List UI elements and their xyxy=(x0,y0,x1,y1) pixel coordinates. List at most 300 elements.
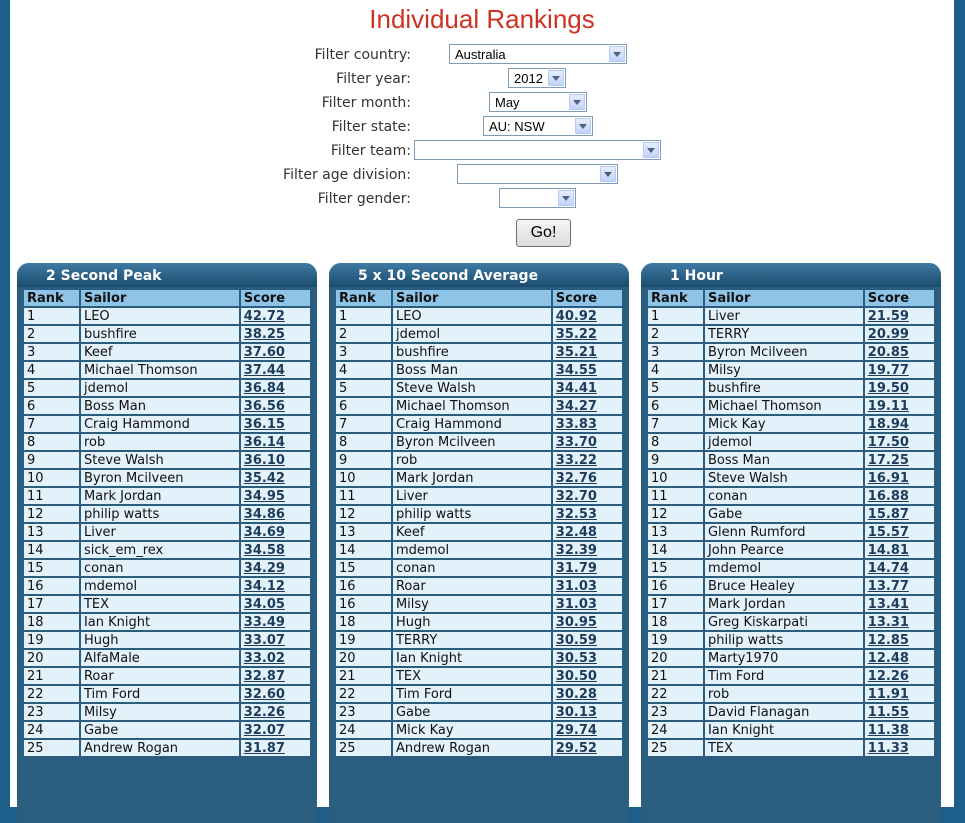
table-row xyxy=(24,578,310,594)
sailor-cell: Bruce Healey xyxy=(705,578,863,594)
rank-cell: 1 xyxy=(24,308,79,324)
rank-cell: 23 xyxy=(24,704,79,720)
score-link[interactable]: 34.29 xyxy=(241,560,310,576)
table-row xyxy=(24,344,310,360)
table-row xyxy=(24,542,310,558)
rank-cell: 13 xyxy=(336,524,391,540)
column-header-score[interactable]: Score xyxy=(553,290,622,306)
sailor-cell: Byron Mcilveen xyxy=(393,434,551,450)
score-link[interactable]: 40.92 xyxy=(553,308,622,324)
score-link[interactable]: 18.94 xyxy=(865,416,934,432)
chevron-down-icon[interactable] xyxy=(643,142,659,158)
table-row xyxy=(24,740,310,756)
rank-cell: 11 xyxy=(24,488,79,504)
column-header-sailor[interactable]: Sailor xyxy=(705,290,863,306)
rank-cell: 5 xyxy=(24,380,79,396)
table-row xyxy=(336,398,622,414)
rank-cell: 20 xyxy=(336,650,391,666)
rank-cell: 19 xyxy=(336,632,391,648)
score-link[interactable]: 14.74 xyxy=(865,560,934,576)
score-link[interactable]: 34.41 xyxy=(553,380,622,396)
sailor-cell: Gabe xyxy=(393,704,551,720)
sailor-cell: jdemol xyxy=(393,326,551,342)
table-row xyxy=(648,614,934,630)
sailor-cell: Roar xyxy=(393,578,551,594)
score-link[interactable]: 11.33 xyxy=(865,740,934,756)
rank-cell: 9 xyxy=(24,452,79,468)
sailor-cell: mdemol xyxy=(705,560,863,576)
rank-cell: 16 xyxy=(24,578,79,594)
table-row xyxy=(648,416,934,432)
filter-age-division-label: Filter age division: xyxy=(283,167,411,183)
filter-age-division-select[interactable] xyxy=(457,164,618,184)
chevron-down-icon[interactable] xyxy=(600,166,616,182)
score-link[interactable]: 30.95 xyxy=(553,614,622,630)
chevron-down-icon[interactable] xyxy=(575,118,591,134)
rank-cell: 18 xyxy=(336,614,391,630)
score-link[interactable]: 32.26 xyxy=(241,704,310,720)
table-row xyxy=(648,560,934,576)
table-row xyxy=(24,722,310,738)
sailor-cell: philip watts xyxy=(81,506,239,522)
filter-state-value: AU: NSW xyxy=(489,119,545,134)
rank-cell: 2 xyxy=(24,326,79,342)
rank-cell: 2 xyxy=(336,326,391,342)
score-link[interactable]: 32.53 xyxy=(553,506,622,522)
filter-country-value: Australia xyxy=(455,47,506,62)
table-row xyxy=(648,470,934,486)
score-link[interactable]: 14.81 xyxy=(865,542,934,558)
rank-cell: 10 xyxy=(24,470,79,486)
score-link[interactable]: 34.12 xyxy=(241,578,310,594)
rank-cell: 4 xyxy=(336,362,391,378)
chevron-down-icon[interactable] xyxy=(558,190,574,206)
sailor-cell: Roar xyxy=(81,668,239,684)
score-link[interactable]: 31.87 xyxy=(241,740,310,756)
panel-2-second-peak xyxy=(17,263,317,823)
sailor-cell: LEO xyxy=(393,308,551,324)
sailor-cell: Steve Walsh xyxy=(81,452,239,468)
table-row xyxy=(336,632,622,648)
table-row xyxy=(24,434,310,450)
sailor-cell: John Pearce xyxy=(705,542,863,558)
filter-state-select[interactable] xyxy=(483,116,593,136)
table-row xyxy=(24,308,310,324)
score-link[interactable]: 32.70 xyxy=(553,488,622,504)
rank-cell: 11 xyxy=(648,488,703,504)
table-row xyxy=(648,704,934,720)
rank-cell: 10 xyxy=(648,470,703,486)
table-row xyxy=(336,668,622,684)
sailor-cell: Mick Kay xyxy=(705,416,863,432)
filter-country-select[interactable] xyxy=(449,44,627,64)
sailor-cell: Tim Ford xyxy=(705,668,863,684)
score-link[interactable]: 15.57 xyxy=(865,524,934,540)
filter-gender-label: Filter gender: xyxy=(317,191,411,207)
rank-cell: 7 xyxy=(648,416,703,432)
table-row xyxy=(336,506,622,522)
rank-cell: 23 xyxy=(648,704,703,720)
rank-cell: 10 xyxy=(336,470,391,486)
panel-1-hour xyxy=(641,263,941,823)
rank-cell: 21 xyxy=(336,668,391,684)
panel-title: 1 Hour xyxy=(670,268,723,284)
sailor-cell: Craig Hammond xyxy=(393,416,551,432)
table-row xyxy=(648,488,934,504)
score-link[interactable]: 30.13 xyxy=(553,704,622,720)
score-link[interactable]: 31.79 xyxy=(553,560,622,576)
score-link[interactable]: 35.22 xyxy=(553,326,622,342)
table-row xyxy=(336,722,622,738)
table-row xyxy=(24,632,310,648)
table-row xyxy=(336,452,622,468)
sailor-cell: Mark Jordan xyxy=(393,470,551,486)
rank-cell: 19 xyxy=(24,632,79,648)
table-row xyxy=(336,596,622,612)
table-row xyxy=(24,506,310,522)
sailor-cell: bushfire xyxy=(393,344,551,360)
table-row xyxy=(648,632,934,648)
table-row xyxy=(336,308,622,324)
chevron-down-icon[interactable] xyxy=(609,46,625,62)
filter-state-label: Filter state: xyxy=(331,119,411,135)
sailor-cell: mdemol xyxy=(393,542,551,558)
score-link[interactable]: 32.39 xyxy=(553,542,622,558)
table-row xyxy=(648,668,934,684)
rank-cell: 16 xyxy=(336,596,391,612)
score-link[interactable]: 15.87 xyxy=(865,506,934,522)
filter-team-row xyxy=(10,140,954,164)
rank-cell: 4 xyxy=(24,362,79,378)
sailor-cell: bushfire xyxy=(81,326,239,342)
score-link[interactable]: 29.74 xyxy=(553,722,622,738)
rank-cell: 2 xyxy=(648,326,703,342)
page-content xyxy=(10,0,954,807)
table-row xyxy=(24,524,310,540)
table-row xyxy=(648,344,934,360)
sailor-cell: Gabe xyxy=(81,722,239,738)
score-link[interactable]: 32.76 xyxy=(553,470,622,486)
score-link[interactable]: 34.27 xyxy=(553,398,622,414)
filter-year-row xyxy=(10,68,954,92)
filter-state-row xyxy=(10,116,954,140)
rank-cell: 22 xyxy=(648,686,703,702)
rank-cell: 21 xyxy=(648,668,703,684)
table-row xyxy=(336,326,622,342)
table-row xyxy=(24,560,310,576)
rank-cell: 15 xyxy=(336,560,391,576)
table-row xyxy=(24,668,310,684)
table-row xyxy=(648,434,934,450)
table-row xyxy=(648,542,934,558)
filter-team-select[interactable] xyxy=(414,140,661,160)
rank-cell: 5 xyxy=(336,380,391,396)
chevron-down-icon[interactable] xyxy=(569,94,585,110)
rank-cell: 18 xyxy=(24,614,79,630)
score-link[interactable]: 36.14 xyxy=(241,434,310,450)
sailor-cell: TEX xyxy=(393,668,551,684)
table-row xyxy=(24,416,310,432)
rank-cell: 9 xyxy=(336,452,391,468)
rank-cell: 14 xyxy=(24,542,79,558)
filter-gender-row xyxy=(10,188,954,212)
table-row xyxy=(648,452,934,468)
sailor-cell: Boss Man xyxy=(393,362,551,378)
sailor-cell: Steve Walsh xyxy=(705,470,863,486)
score-link[interactable]: 11.38 xyxy=(865,722,934,738)
sailor-cell: conan xyxy=(705,488,863,504)
table-row xyxy=(24,488,310,504)
sailor-cell: bushfire xyxy=(705,380,863,396)
score-link[interactable]: 34.58 xyxy=(241,542,310,558)
sailor-cell: Greg Kiskarpati xyxy=(705,614,863,630)
rank-cell: 17 xyxy=(24,596,79,612)
sailor-cell: Liver xyxy=(705,308,863,324)
table-row xyxy=(336,578,622,594)
score-link[interactable]: 19.11 xyxy=(865,398,934,414)
sailor-cell: Byron Mcilveen xyxy=(81,470,239,486)
score-link[interactable]: 33.70 xyxy=(553,434,622,450)
sailor-cell: Steve Walsh xyxy=(393,380,551,396)
rank-cell: 22 xyxy=(336,686,391,702)
score-link[interactable]: 12.26 xyxy=(865,668,934,684)
sailor-cell: Keef xyxy=(393,524,551,540)
rank-cell: 6 xyxy=(648,398,703,414)
rank-cell: 6 xyxy=(24,398,79,414)
score-link[interactable]: 34.95 xyxy=(241,488,310,504)
table-row xyxy=(336,380,622,396)
sailor-cell: rob xyxy=(705,686,863,702)
score-link[interactable]: 32.87 xyxy=(241,668,310,684)
sailor-cell: jdemol xyxy=(81,380,239,396)
rank-cell: 6 xyxy=(336,398,391,414)
sailor-cell: Tim Ford xyxy=(81,686,239,702)
rank-cell: 12 xyxy=(24,506,79,522)
sailor-cell: Glenn Rumford xyxy=(705,524,863,540)
score-link[interactable]: 34.05 xyxy=(241,596,310,612)
ranking-table xyxy=(334,288,624,758)
table-row xyxy=(648,506,934,522)
rank-cell: 25 xyxy=(336,740,391,756)
rank-cell: 24 xyxy=(648,722,703,738)
sailor-cell: conan xyxy=(81,560,239,576)
filter-year-label: Filter year: xyxy=(336,71,411,87)
sailor-cell: sick_em_rex xyxy=(81,542,239,558)
panel-title: 5 x 10 Second Average xyxy=(358,268,539,284)
table-header-row xyxy=(24,290,310,306)
score-link[interactable]: 33.07 xyxy=(241,632,310,648)
table-row xyxy=(648,308,934,324)
rank-cell: 13 xyxy=(648,524,703,540)
table-row xyxy=(336,686,622,702)
score-link[interactable]: 35.42 xyxy=(241,470,310,486)
sailor-cell: TEX xyxy=(81,596,239,612)
rank-cell: 14 xyxy=(336,542,391,558)
rank-cell: 17 xyxy=(648,596,703,612)
sailor-cell: Liver xyxy=(81,524,239,540)
table-row xyxy=(336,470,622,486)
table-row xyxy=(336,434,622,450)
column-header-rank[interactable]: Rank xyxy=(24,290,79,306)
score-link[interactable]: 34.55 xyxy=(553,362,622,378)
score-link[interactable]: 30.28 xyxy=(553,686,622,702)
column-header-rank[interactable]: Rank xyxy=(336,290,391,306)
score-link[interactable]: 30.59 xyxy=(553,632,622,648)
table-row xyxy=(648,686,934,702)
go-button[interactable]: Go! xyxy=(516,219,571,247)
score-link[interactable]: 17.50 xyxy=(865,434,934,450)
rank-cell: 5 xyxy=(648,380,703,396)
score-link[interactable]: 12.85 xyxy=(865,632,934,648)
score-link[interactable]: 30.50 xyxy=(553,668,622,684)
table-row xyxy=(24,596,310,612)
table-header-row xyxy=(336,290,622,306)
sailor-cell: Milsy xyxy=(705,362,863,378)
filter-year-select[interactable] xyxy=(508,68,566,88)
column-header-sailor[interactable]: Sailor xyxy=(81,290,239,306)
score-link[interactable]: 36.56 xyxy=(241,398,310,414)
chevron-down-icon[interactable] xyxy=(548,70,564,86)
panel-title: 2 Second Peak xyxy=(46,268,162,284)
rank-cell: 16 xyxy=(648,578,703,594)
ranking-table xyxy=(22,288,312,758)
table-row xyxy=(648,650,934,666)
score-link[interactable]: 13.31 xyxy=(865,614,934,630)
score-link[interactable]: 11.91 xyxy=(865,686,934,702)
sailor-cell: TERRY xyxy=(705,326,863,342)
sailor-cell: Liver xyxy=(393,488,551,504)
filter-gender-select[interactable] xyxy=(499,188,576,208)
rank-cell: 3 xyxy=(648,344,703,360)
sailor-cell: Michael Thomson xyxy=(393,398,551,414)
column-header-score[interactable]: Score xyxy=(241,290,310,306)
rank-cell: 7 xyxy=(24,416,79,432)
table-row xyxy=(648,722,934,738)
table-row xyxy=(648,524,934,540)
sailor-cell: rob xyxy=(393,452,551,468)
score-link[interactable]: 37.44 xyxy=(241,362,310,378)
score-link[interactable]: 42.72 xyxy=(241,308,310,324)
score-link[interactable]: 13.77 xyxy=(865,578,934,594)
score-link[interactable]: 32.07 xyxy=(241,722,310,738)
filter-month-row xyxy=(10,92,954,116)
score-link[interactable]: 16.91 xyxy=(865,470,934,486)
column-header-score[interactable]: Score xyxy=(865,290,934,306)
column-header-rank[interactable]: Rank xyxy=(648,290,703,306)
score-link[interactable]: 20.99 xyxy=(865,326,934,342)
sailor-cell: philip watts xyxy=(705,632,863,648)
table-header-row xyxy=(648,290,934,306)
sailor-cell: Andrew Rogan xyxy=(393,740,551,756)
score-link[interactable]: 34.69 xyxy=(241,524,310,540)
sailor-cell: rob xyxy=(81,434,239,450)
table-row xyxy=(648,740,934,756)
sailor-cell: AlfaMale xyxy=(81,650,239,666)
table-row xyxy=(24,470,310,486)
rank-cell: 20 xyxy=(24,650,79,666)
table-row xyxy=(336,362,622,378)
score-link[interactable]: 30.53 xyxy=(553,650,622,666)
table-row xyxy=(24,650,310,666)
sailor-cell: Boss Man xyxy=(81,398,239,414)
score-link[interactable]: 33.02 xyxy=(241,650,310,666)
score-link[interactable]: 31.03 xyxy=(553,596,622,612)
table-row xyxy=(24,614,310,630)
filter-month-select[interactable] xyxy=(489,92,587,112)
rank-cell: 15 xyxy=(648,560,703,576)
table-row xyxy=(648,596,934,612)
sailor-cell: Mark Jordan xyxy=(81,488,239,504)
sailor-cell: mdemol xyxy=(81,578,239,594)
rank-cell: 8 xyxy=(336,434,391,450)
table-row xyxy=(24,398,310,414)
rank-cell: 11 xyxy=(336,488,391,504)
score-link[interactable]: 36.15 xyxy=(241,416,310,432)
score-link[interactable]: 20.85 xyxy=(865,344,934,360)
sailor-cell: Andrew Rogan xyxy=(81,740,239,756)
sailor-cell: Ian Knight xyxy=(393,650,551,666)
rank-cell: 24 xyxy=(336,722,391,738)
rank-cell: 13 xyxy=(24,524,79,540)
rank-cell: 4 xyxy=(648,362,703,378)
score-link[interactable]: 32.60 xyxy=(241,686,310,702)
rank-cell: 20 xyxy=(648,650,703,666)
sailor-cell: jdemol xyxy=(705,434,863,450)
table-row xyxy=(24,362,310,378)
score-link[interactable]: 11.55 xyxy=(865,704,934,720)
score-link[interactable]: 33.49 xyxy=(241,614,310,630)
score-link[interactable]: 19.77 xyxy=(865,362,934,378)
sailor-cell: philip watts xyxy=(393,506,551,522)
score-link[interactable]: 35.21 xyxy=(553,344,622,360)
score-link[interactable]: 38.25 xyxy=(241,326,310,342)
rank-cell: 22 xyxy=(24,686,79,702)
score-link[interactable]: 13.41 xyxy=(865,596,934,612)
score-link[interactable]: 12.48 xyxy=(865,650,934,666)
sailor-cell: Hugh xyxy=(81,632,239,648)
sailor-cell: TERRY xyxy=(393,632,551,648)
filter-country-label: Filter country: xyxy=(314,47,411,63)
table-row xyxy=(24,686,310,702)
table-row xyxy=(24,380,310,396)
score-link[interactable]: 34.86 xyxy=(241,506,310,522)
score-link[interactable]: 19.50 xyxy=(865,380,934,396)
score-link[interactable]: 21.59 xyxy=(865,308,934,324)
score-link[interactable]: 17.25 xyxy=(865,452,934,468)
score-link[interactable]: 31.03 xyxy=(553,578,622,594)
score-link[interactable]: 33.22 xyxy=(553,452,622,468)
table-row xyxy=(648,380,934,396)
score-link[interactable]: 36.84 xyxy=(241,380,310,396)
column-header-sailor[interactable]: Sailor xyxy=(393,290,551,306)
table-row xyxy=(336,614,622,630)
score-link[interactable]: 16.88 xyxy=(865,488,934,504)
sailor-cell: Byron Mcilveen xyxy=(705,344,863,360)
sailor-cell: Mark Jordan xyxy=(705,596,863,612)
sailor-cell: Michael Thomson xyxy=(705,398,863,414)
table-row xyxy=(648,362,934,378)
table-row xyxy=(336,542,622,558)
score-link[interactable]: 29.52 xyxy=(553,740,622,756)
score-link[interactable]: 37.60 xyxy=(241,344,310,360)
sailor-cell: Tim Ford xyxy=(393,686,551,702)
table-row xyxy=(336,704,622,720)
filter-age-division-row xyxy=(10,164,954,188)
score-link[interactable]: 36.10 xyxy=(241,452,310,468)
rank-cell: 1 xyxy=(648,308,703,324)
score-link[interactable]: 33.83 xyxy=(553,416,622,432)
score-link[interactable]: 32.48 xyxy=(553,524,622,540)
